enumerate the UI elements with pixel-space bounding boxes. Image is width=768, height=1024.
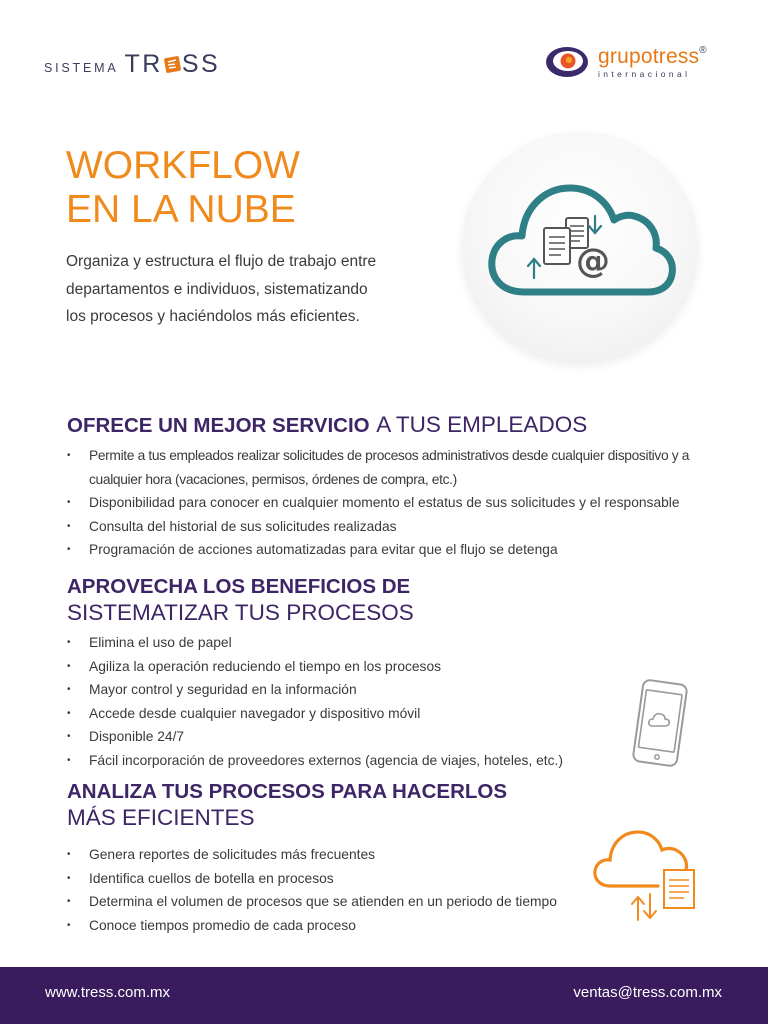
hero-description-line: Organiza y estructura el flujo de trabajo entre (66, 253, 377, 270)
grupotress-brand: grupotress® (598, 44, 707, 68)
logo-prefix: SISTEMA (44, 61, 119, 75)
list-item: • Disponible 24/7 (67, 725, 563, 749)
service-benefits-list (67, 444, 707, 562)
grupotress-logo (544, 44, 707, 80)
list-item: • Fácil incorporación de proveedores externos (agencia de viajes, hoteles, etc.) (67, 749, 563, 773)
list-item: • Identifica cuellos de botella en procesos (67, 867, 557, 891)
list-item: • Mayor control y seguridad en la información (67, 678, 563, 702)
analyze-benefits-list (67, 843, 557, 937)
hero-title-line: EN LA NUBE (66, 188, 296, 231)
section-heading-analyze: ANALIZA TUS PROCESOS PARA HACERLOS MÁS EFICIENTES (67, 780, 508, 830)
hero-icon-circle (462, 132, 698, 362)
list-item: • Agiliza la operación reduciendo el tiempo en los procesos (67, 655, 563, 679)
list-item: • Genera reportes de solicitudes más frecuentes (67, 843, 557, 867)
hero-description (66, 248, 426, 331)
svg-text:@: @ (576, 241, 610, 281)
hero-title (66, 144, 300, 232)
list-item: • Disponibilidad para conocer en cualquier momento el estatus de sus solicitudes y el responsable (67, 491, 707, 515)
tress-e-mark-icon (164, 56, 181, 73)
list-item: • Conoce tiempos promedio de cada proceso (67, 914, 557, 938)
list-item: • Permite a tus empleados realizar solicitudes de procesos administrativos desde cualquier dispositivo y a cualquier hora (vacaciones, permisos, órdenes de compra, etc.) (67, 444, 707, 491)
list-item: • Elimina el uso de papel (67, 631, 563, 655)
list-item: • Determina el volumen de procesos que se atienden en un periodo de tiempo (67, 890, 557, 914)
logo-brand: TR SS (124, 50, 221, 78)
smartphone-cloud-icon (628, 678, 692, 768)
hero-description-line: departamentos e individuos, sistematizando (66, 280, 368, 298)
sistema-tress-logo (44, 50, 220, 80)
hero-title-line: WORKFLOW (66, 144, 300, 187)
section-heading-service: OFRECE UN MEJOR SERVICIO A TUS EMPLEADOS (67, 412, 588, 437)
cloud-documents-email-icon (462, 132, 698, 362)
systematize-benefits-list (67, 631, 563, 772)
list-item: • Programación de acciones automatizadas para evitar que el flujo se detenga (67, 538, 707, 562)
footer-bar (0, 967, 768, 1024)
hero-description-line: los procesos y haciéndolos más eficientes. (66, 308, 360, 325)
website-link[interactable]: www.tress.com.mx (45, 984, 171, 1001)
list-item: • Consulta del historial de sus solicitudes realizadas (67, 515, 707, 539)
grupotress-eye-icon (544, 44, 590, 80)
grupotress-subtitle: internacional (598, 68, 691, 79)
email-link[interactable]: ventas@tress.com.mx (573, 984, 722, 1001)
list-item: • Accede desde cualquier navegador y dispositivo móvil (67, 702, 563, 726)
section-heading-systematize: APROVECHA LOS BENEFICIOS DE SISTEMATIZAR TUS PROCESOS (67, 575, 414, 625)
cloud-document-sync-icon (592, 828, 702, 924)
